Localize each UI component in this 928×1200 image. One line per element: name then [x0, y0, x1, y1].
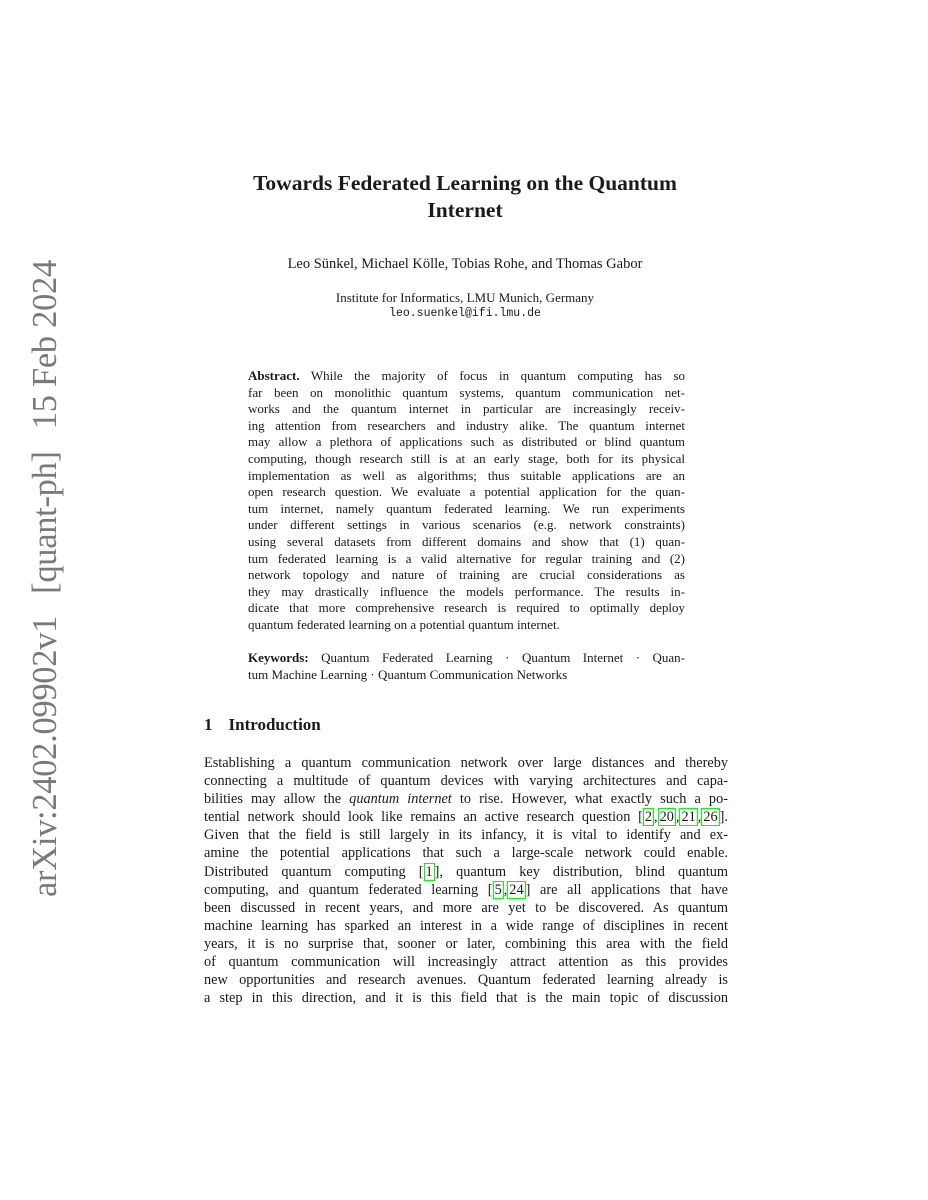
body-line: amine the potential applications that such a large-scale network could enable. — [204, 845, 728, 862]
author-email[interactable]: leo.suenkel@ifi.lmu.de — [389, 307, 541, 320]
abstract-line: they may drastically influence the models performance. The results in- — [248, 583, 685, 599]
abstract-line: works and the quantum internet in particular are increasingly receiv- — [248, 401, 685, 417]
citation-link[interactable]: 5 — [494, 881, 502, 898]
keywords-line: tum Machine Learning · Quantum Communication Networks — [248, 666, 568, 682]
citation-link[interactable]: 24 — [509, 881, 524, 898]
introduction-body — [204, 754, 728, 1007]
abstract-line: network topology and nature of training are crucial considerations as — [248, 567, 685, 583]
abstract-line: tum federated learning is a valid alternative for regular training and (2) — [248, 550, 685, 566]
abstract-line: far been on monolithic quantum systems, quantum communication net- — [248, 384, 685, 400]
abstract-line: may allow a plethora of applications such as distributed or blind quantum — [248, 434, 685, 450]
citation-link[interactable]: 26 — [703, 809, 718, 826]
section-number: 1 — [204, 715, 213, 734]
affiliation: Institute for Informatics, LMU Munich, Germany — [335, 290, 595, 305]
emphasis-quantum-internet: quantum internet — [349, 791, 452, 808]
abstract — [248, 368, 685, 634]
citation-link[interactable]: 2 — [644, 809, 653, 826]
body-line: a step in this direction, and it is this field that is the main topic of discussion — [204, 990, 728, 1007]
body-line: connecting a multitude of quantum devices with varying architectures and capa- — [204, 773, 728, 790]
body-line: bilities may allow the quantum internet to rise. However, what exactly such a po- — [204, 791, 728, 808]
keywords — [248, 650, 685, 683]
body-line: Given that the field is still largely in its infancy, it is vital to identify and ex- — [204, 827, 728, 844]
body-line: Distributed quantum computing [ 1 ], quantum key distribution, blind quantum — [204, 863, 728, 880]
author-list: Leo Sünkel, Michael Kölle, Tobias Rohe, and Thomas Gabor — [287, 256, 643, 272]
abstract-line: ing attention from researchers and industry alike. The quantum internet — [248, 417, 685, 433]
arxiv-category: [quant-ph] — [26, 451, 64, 594]
body-line: tential network should look like remains an active research question [ 2 , 20 , 21 , 26 ]. — [204, 809, 728, 826]
abstract-line: implementation as well as algorithms; thus suitable applications are an — [248, 467, 685, 483]
title-line-1: Towards Federated Learning on the Quantum — [253, 171, 677, 195]
citation-link[interactable]: 1 — [425, 863, 433, 880]
section-heading-introduction — [204, 715, 321, 735]
abstract-line: While the majority of focus in quantum computing has so — [299, 368, 685, 383]
arxiv-date: 15 Feb 2024 — [26, 260, 64, 430]
abstract-line: under different settings in various scenarios (e.g. network constraints) — [248, 517, 685, 533]
body-line: Establishing a quantum communication network over large distances and thereby — [204, 755, 728, 771]
body-line: computing, and quantum federated learning [ 5 , 24 ] are all applications that have — [204, 881, 728, 898]
abstract-line: using several datasets from different domains and show that (1) quan- — [248, 533, 685, 549]
arxiv-id: arXiv:2402.09902v1 — [26, 615, 64, 897]
abstract-line: open research question. We evaluate a potential application for the quan- — [248, 484, 685, 500]
affiliation-block — [200, 290, 730, 322]
keywords-line: Quantum Federated Learning · Quantum Internet · Quan- — [308, 650, 685, 665]
abstract-line: tum internet, namely quantum federated learning. We run experiments — [248, 500, 685, 516]
keywords-label: Keywords: — [248, 650, 309, 665]
title-line-2: Internet — [427, 198, 503, 222]
body-line: of quantum communication will increasingly attract attention as this provides — [204, 954, 728, 971]
abstract-line: computing, though research still is at an early stage, both for its physical — [248, 450, 685, 466]
abstract-line: dicate that more comprehensive research is required to optimally deploy — [248, 600, 685, 616]
section-title: Introduction — [228, 715, 321, 734]
citation-link[interactable]: 21 — [681, 809, 696, 826]
citation-link[interactable]: 20 — [659, 809, 674, 826]
abstract-line: quantum federated learning on a potential quantum internet. — [248, 616, 560, 632]
abstract-label: Abstract. — [248, 368, 300, 383]
body-line: been discussed in recent years, and more are yet to be discovered. As quantum — [204, 899, 728, 916]
body-line: machine learning has sparked an interest in a wide range of disciplines in recent — [204, 917, 728, 934]
paper-title — [200, 170, 730, 224]
arxiv-stamp — [26, 238, 65, 897]
body-line: years, it is no surprise that, sooner or later, combining this area with the field — [204, 935, 728, 952]
body-line: new opportunities and research avenues. Quantum federated learning already is — [204, 972, 728, 989]
